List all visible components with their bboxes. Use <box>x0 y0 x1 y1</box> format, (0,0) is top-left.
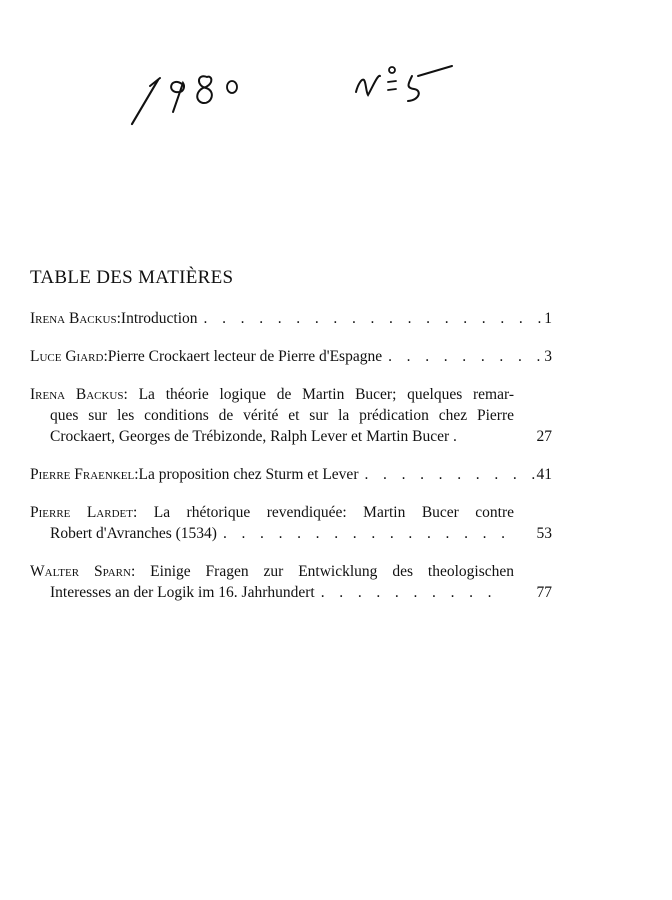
handwritten-annotation <box>0 0 672 160</box>
toc-entry: Pierre Lardet: La rhétorique revendiquée: Martin Bucer contre Robert d'Avranches (1534) . . . 53 <box>30 502 552 544</box>
toc-entry-title-line: La rhétorique revendiquée: Martin Bucer contre <box>153 504 515 521</box>
toc-entry-author: Luce Giard <box>30 348 104 365</box>
toc-entry-author: Pierre Fraenkel <box>30 466 135 483</box>
toc-entry-author: Irena Backus <box>30 310 117 327</box>
dot-leader <box>364 464 544 485</box>
toc-entry-author: Walter Sparn <box>30 563 131 580</box>
toc-entry-page: 53 <box>536 525 552 542</box>
toc-entry-title-line: Einige Fragen zur Entwicklung des theologischen <box>150 563 515 580</box>
dot-leader <box>321 582 506 603</box>
toc-entry: Irena Backus : Introduction . . . 1 <box>30 308 552 329</box>
dot-leader <box>223 523 506 544</box>
toc-entry-title-line: ques sur les conditions de vérité et sur la prédication chez Pierre <box>50 407 514 424</box>
toc-entry-title-line: Pierre Crockaert lecteur de Pierre d'Espagne <box>107 348 383 365</box>
toc-entry: Irena Backus: La théorie logique de Martin Bucer; quelques remar- ques sur les conditions de vérité et sur la prédication chez Pierre Crockaert, Georges de Trébizonde, Ralph Lever et Martin Bucer . 27 <box>30 386 552 445</box>
toc-entry-page: 77 <box>536 584 552 601</box>
toc-entry-author: Pierre Lardet <box>30 504 133 521</box>
dot-leader <box>204 308 544 329</box>
toc-entry-title-line: Introduction <box>120 310 198 327</box>
toc-heading: TABLE DES MATIÈRES <box>30 267 234 288</box>
toc-entry-title-line: Robert d'Avranches (1534) <box>50 525 217 542</box>
dot-leader <box>388 346 544 367</box>
handwritten-year-and-number <box>0 0 672 160</box>
table-of-contents <box>30 308 552 620</box>
toc-entry: Luce Giard : Pierre Crockaert lecteur de Pierre d'Espagne . . . 3 <box>30 346 552 367</box>
toc-entry-title-line: Crockaert, Georges de Trébizonde, Ralph Lever et Martin Bucer . <box>50 428 457 445</box>
toc-entry-title-line: Interesses an der Logik im 16. Jahrhundert <box>50 584 315 601</box>
toc-entry: Pierre Fraenkel : La proposition chez Sturm et Lever . . . 41 <box>30 464 552 485</box>
toc-entry-page: 1 <box>544 310 552 327</box>
toc-entry-author: Irena Backus <box>30 386 124 403</box>
toc-entry-title-line: La proposition chez Sturm et Lever <box>138 466 359 483</box>
toc-entry-title-line: La théorie logique de Martin Bucer; quelques remar- <box>138 386 515 403</box>
toc-entry-page: 41 <box>536 466 552 483</box>
toc-entry-page: 3 <box>544 348 552 365</box>
toc-entry: Walter Sparn: Einige Fragen zur Entwicklung des theologischen Interesses an der Logik im 16. Jahrhundert . . . 77 <box>30 561 552 603</box>
toc-entry-page: 27 <box>536 428 552 445</box>
